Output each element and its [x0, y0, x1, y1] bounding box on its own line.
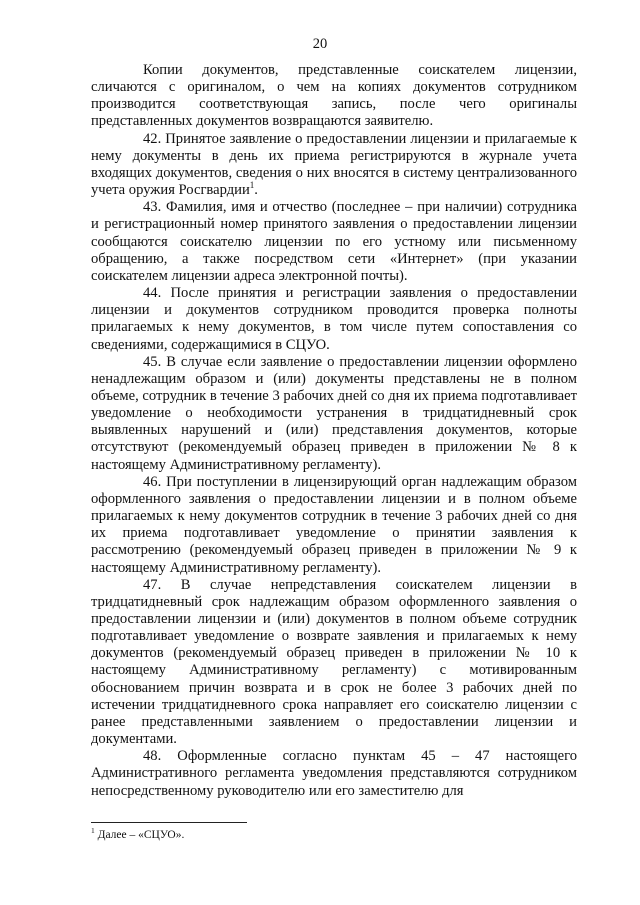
paragraph-43: 43. Фамилия, имя и отчество (последнее – при наличии) сотрудника и регистрационный номер принятого заявления о предоставлении лицензии сообщаются соискателю лицензии по его устному или письменному обращению, а также посредством сети «Интернет» (при указании соискателем лицензии адреса электронной почты).	[91, 199, 577, 284]
paragraph-47: 47. В случае непредставления соискателем лицензии в тридцатидневный срок надлежащим образом оформленного заявления о предоставлении лицензии и (или) документов в полном объеме сотрудник подготавливает уведомление о возврате заявления и прилагаемых к нему документов (рекомендуемый образец приведен в приложении № 10 к настоящему Административному регламенту) с мотивированным обоснованием причин возврата и в срок не более 3 рабочих дней по истечении тридцатидневного срока направляет его соискателю лицензии с ранее представленными заявлением о предоставлении лицензии и документами.	[91, 576, 577, 748]
document-body	[91, 62, 577, 800]
paragraph-42	[91, 131, 577, 200]
footnote-mark: 1	[91, 826, 95, 836]
footnote-text: Далее – «СЦУО».	[94, 829, 185, 841]
footnote-divider	[91, 822, 247, 823]
paragraph-46: 46. При поступлении в лицензирующий орган надлежащим образом оформленного заявления о предоставлении лицензии и в полном объеме прилагаемых к нему документов сотрудник в течение 3 рабочих дней со дня их приема подготавливает уведомление о принятии заявления к рассмотрению (рекомендуемый образец приведен в приложении № 9 к настоящему Административному регламенту).	[91, 473, 577, 576]
footnote-ref-marker: 1	[249, 180, 255, 191]
paragraph-45: 45. В случае если заявление о предоставлении лицензии оформлено ненадлежащим образом и (или) документы представлены не в полном объеме, сотрудник в течение 3 рабочих дней со дня их приема подготавливает уведомление о необходимости устранения в тридцатидневный срок выявленных нарушений и (или) представления документов, которые отсутствуют (рекомендуемый образец приведен в приложении № 8 к настоящему Административному регламенту).	[91, 353, 577, 473]
paragraph-42-tail: .	[254, 182, 258, 199]
page-number: 20	[312, 36, 328, 52]
footnote	[91, 826, 185, 841]
paragraph-42-text: 42. Принятое заявление о предоставлении лицензии и прилагаемые к нему документы в день их приема регистрируются в журнале учета входящих документов, сведения о них вносятся в систему централизованного учета оружия Росгвардии	[91, 130, 577, 199]
paragraph-continuation: Копии документов, представленные соискателем лицензии, сличаются с оригиналом, о чем на копиях документов сотрудником производится соответствующая запись, после чего оригиналы представленных документов возвращаются заявителю.	[91, 62, 577, 130]
paragraph-48: 48. Оформленные согласно пунктам 45 – 47 настоящего Административного регламента уведомления представляются сотрудником непосредственному руководителю или его заместителю для	[91, 748, 577, 799]
paragraph-44: 44. После принятия и регистрации заявления о предоставлении лицензии и документов сотрудником проводится проверка полноты прилагаемых к нему документов, в том числе путем сопоставления со сведениями, содержащимися в СЦУО.	[91, 285, 577, 353]
